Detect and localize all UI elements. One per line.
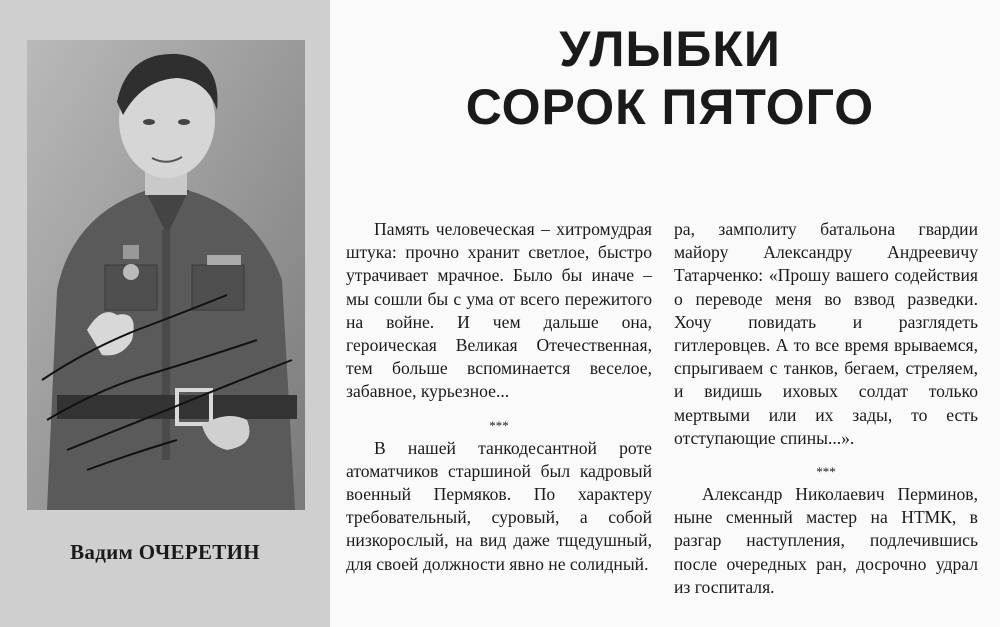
column2-paragraph-2: Александр Николаевич Перминов, ныне сменный мастер на НТМК, в разгар наступления, подлечившись после очередных ран, досрочно удрал из госпиталя. [674, 484, 978, 597]
column2-paragraph-1: ра, замполиту батальона гвардии майору Александру Андреевичу Татарченко: «Прошу вашего содействия о переводе меня во взвод разведки. Хочу повидать и разглядеть гитлеровцев. А то все время врываемся, спрыгиваем с танков, бегаем, стреляем, и видишь иховых солдат только мертвыми или их зады, то есть отступающие спины...». [674, 219, 978, 448]
author-last-name: ОЧЕРЕТИН [138, 540, 260, 564]
column2-separator: *** [816, 464, 836, 480]
portrait-image [27, 40, 305, 510]
text-column-1 [346, 218, 652, 576]
title-line-2: СОРОК ПЯТОГО [465, 79, 875, 135]
text-column-2 [674, 218, 978, 599]
column1-paragraph-2: В нашей танкодесантной роте атоматчиков старшиной был кадровый военный Пермяков. По характеру требовательный, суровый, а собой низкорослый, на вид даже тщедушный, для своей должности явно не солидный. [346, 437, 652, 574]
title-line-1: УЛЫБКИ [559, 21, 781, 77]
author-first-name: Вадим [70, 540, 134, 564]
page-title [345, 20, 995, 136]
author-photo [27, 40, 305, 510]
author-name [0, 540, 330, 565]
column1-paragraph-1: Память человеческая – хитромудрая штука: прочно хранит светлое, быстро утрачивает мрачное. Было бы иначе – мы сошли бы с ума от всего пережитого на войне. И чем дальше она, героическая Великая Отечественная, тем больше вспоминается веселое, забавное, курьезное... [346, 219, 652, 402]
column1-separator: *** [489, 417, 509, 433]
left-panel [0, 0, 330, 627]
